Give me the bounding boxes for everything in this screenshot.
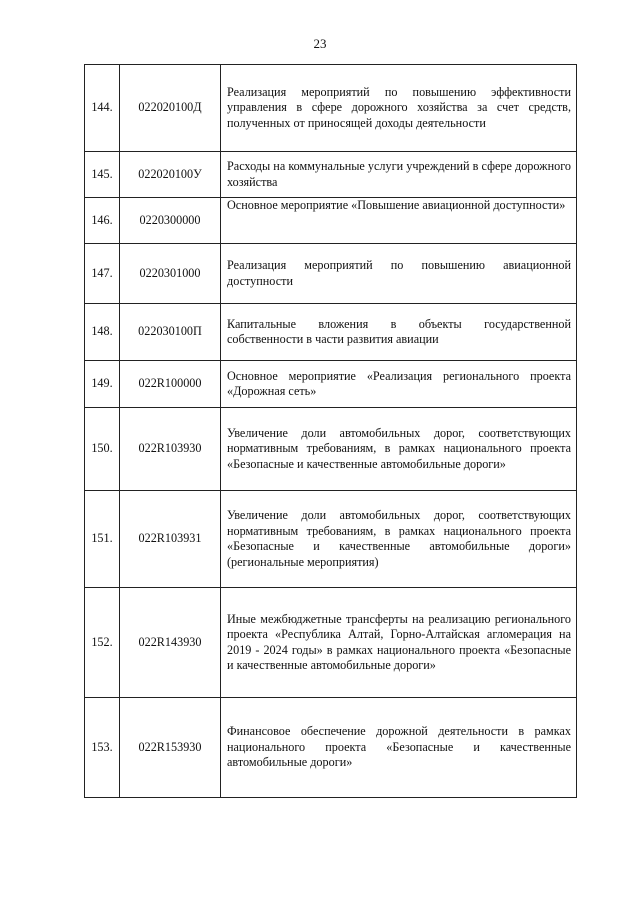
budget-code: 0220301000 <box>120 244 221 304</box>
table-row <box>85 491 577 588</box>
budget-code: 022020100Д <box>120 65 221 152</box>
row-description <box>221 491 577 588</box>
row-description-text: Реализация мероприятий по повышению авиационной доступности <box>227 258 571 288</box>
table-row <box>85 198 577 244</box>
row-description <box>221 65 577 152</box>
budget-classification-table <box>84 64 577 798</box>
row-description-text: Увеличение доли автомобильных дорог, соответствующих нормативным требованиям, в рамках национального проекта «Безопасные и качественные автомобильные дороги» <box>227 425 571 471</box>
row-number: 147. <box>85 244 120 304</box>
budget-code: 022020100У <box>120 152 221 198</box>
row-description <box>221 198 577 244</box>
row-description-text: Реализация мероприятий по повышению эффективности управления в сфере дорожного хозяйства за счет средств, полученных от приносящей доходы деятельности <box>227 84 571 130</box>
table-row <box>85 304 577 361</box>
table-row <box>85 65 577 152</box>
row-number: 146. <box>85 198 120 244</box>
budget-code: 022R100000 <box>120 361 221 408</box>
row-number: 149. <box>85 361 120 408</box>
row-description <box>221 408 577 491</box>
budget-code: 0220300000 <box>120 198 221 244</box>
row-description-text: Основное мероприятие «Повышение авиационной доступности» <box>227 198 566 212</box>
budget-code: 022R143930 <box>120 588 221 698</box>
budget-code: 022030100П <box>120 304 221 361</box>
page-number: 23 <box>313 36 327 51</box>
row-description-text: Основное мероприятие «Реализация регионального проекта «Дорожная сеть» <box>227 368 571 398</box>
row-number: 152. <box>85 588 120 698</box>
row-number: 145. <box>85 152 120 198</box>
row-description <box>221 304 577 361</box>
row-number: 153. <box>85 698 120 798</box>
budget-code: 022R153930 <box>120 698 221 798</box>
row-description-text: Капитальные вложения в объекты государственной собственности в части развития авиации <box>227 316 571 346</box>
table-row <box>85 361 577 408</box>
row-description <box>221 152 577 198</box>
row-description <box>221 698 577 798</box>
row-number: 148. <box>85 304 120 361</box>
row-description-text: Финансовое обеспечение дорожной деятельности в рамках национального проекта «Безопасные и качественные автомобильные дороги» <box>227 724 571 770</box>
table-row <box>85 244 577 304</box>
row-description <box>221 244 577 304</box>
row-number: 150. <box>85 408 120 491</box>
table-row <box>85 588 577 698</box>
row-number: 151. <box>85 491 120 588</box>
table-row <box>85 698 577 798</box>
row-description-text: Иные межбюджетные трансферты на реализацию регионального проекта «Республика Алтай, Горно-Алтайская агломерация на 2019 - 2024 годы» в рамках национального проекта «Безопасные и качественные автомобильные дороги» <box>227 611 571 672</box>
table-row <box>85 152 577 198</box>
table-row <box>85 408 577 491</box>
row-description-text: Расходы на коммунальные услуги учреждений в сфере дорожного хозяйства <box>227 159 571 189</box>
budget-code: 022R103930 <box>120 408 221 491</box>
row-number: 144. <box>85 65 120 152</box>
budget-code: 022R103931 <box>120 491 221 588</box>
row-description-text: Увеличение доли автомобильных дорог, соответствующих нормативным требованиям, в рамках национального проекта «Безопасные и качественные автомобильные дороги» (региональные мероприятия) <box>227 508 571 569</box>
row-description <box>221 588 577 698</box>
row-description <box>221 361 577 408</box>
